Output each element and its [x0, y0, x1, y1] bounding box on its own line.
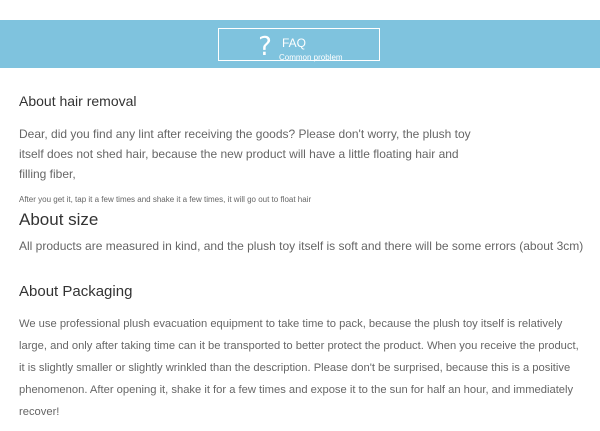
faq-frame [218, 28, 380, 61]
question-mark-icon: ? [258, 32, 272, 62]
faq-title: FAQ [282, 36, 307, 50]
section-heading: About size [19, 210, 99, 229]
faq-subtitle: Common problem [279, 53, 343, 62]
faq-banner [0, 20, 600, 68]
section-paragraph: Dear, did you find any lint after receiving the goods? Please don't worry, the plush toy itself does not shed hair, because the new product will have a little floating hair and filling fiber, [19, 127, 471, 181]
section-packaging [19, 282, 584, 423]
section-heading: About Packaging [19, 283, 133, 300]
section-note: After you get it, tap it a few times and shake it a few times, it will go out to float hair [19, 195, 312, 204]
section-heading: About hair removal [19, 93, 137, 109]
section-hair-removal [19, 92, 584, 206]
section-paragraph: All products are measured in kind, and the plush toy itself is soft and there will be some errors (about 3cm) [19, 239, 584, 253]
section-size [19, 210, 584, 254]
section-paragraph: We use professional plush evacuation equipment to take time to pack, because the plush toy itself is relatively large, and only after taking time can it be transported to better protect the product. When you receive the product, it is slightly smaller or slightly wrinkled than the description. Please don't be surprised, because this is a positive phenomenon. After opening it, shake it for a few times and expose it to the sun for half an hour, and immediately recover! [19, 318, 579, 418]
